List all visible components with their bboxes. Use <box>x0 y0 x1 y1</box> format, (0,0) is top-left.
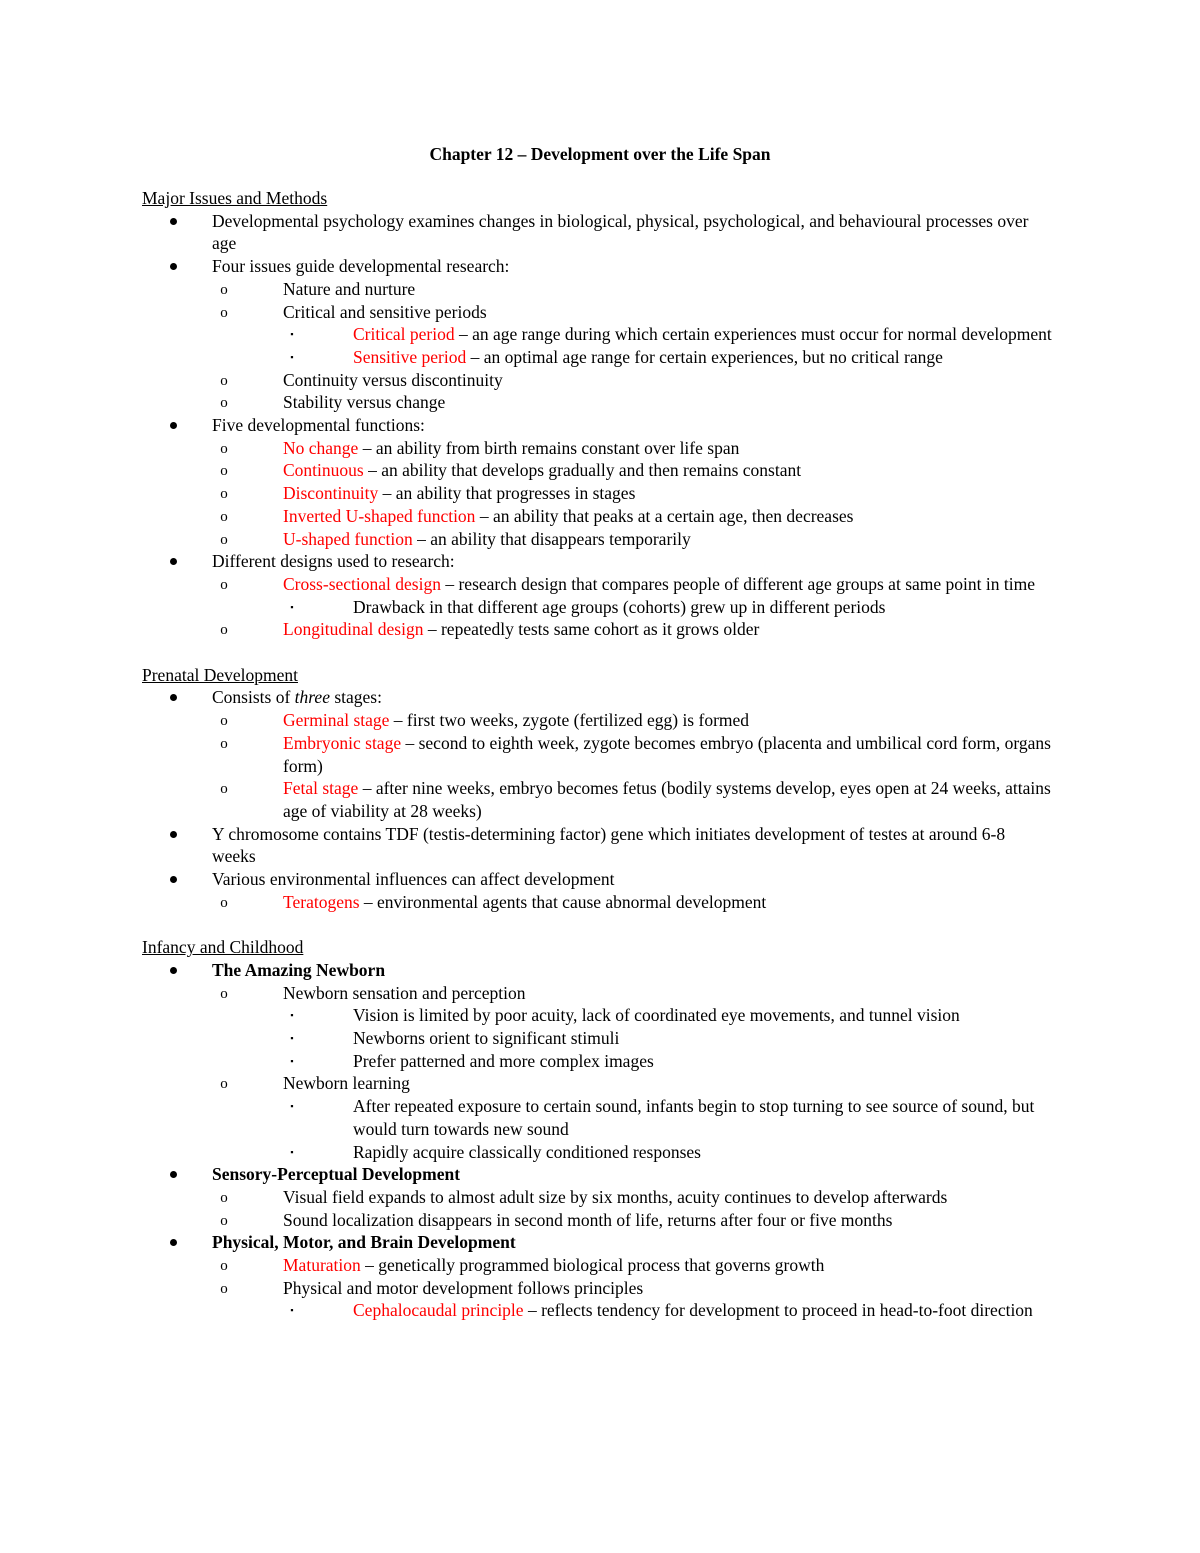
term-highlight: Teratogens <box>283 891 360 912</box>
item-text <box>283 1072 1052 1095</box>
bullet-dot-icon <box>170 694 177 701</box>
list-item <box>212 1186 1052 1209</box>
list-item <box>212 391 1052 414</box>
item-text <box>283 391 1052 414</box>
bullet-dot-icon <box>170 967 177 974</box>
hollow-bullet-icon: o <box>220 395 228 412</box>
list-item <box>212 528 1052 551</box>
hollow-bullet-icon: o <box>220 1076 228 1093</box>
term-highlight: Cephalocaudal principle <box>353 1300 524 1321</box>
bullet-dot-icon <box>170 218 177 225</box>
item-body: – first two weeks, zygote (fertilized egg) is formed <box>389 710 750 731</box>
hollow-bullet-icon: o <box>220 304 228 321</box>
list-item <box>212 1072 1052 1163</box>
list-item <box>212 777 1052 822</box>
hollow-bullet-icon: o <box>220 440 228 457</box>
item-text <box>353 596 1052 619</box>
hollow-bullet-icon: o <box>220 781 228 798</box>
item-body: – an ability from birth remains constant over life span <box>358 437 740 458</box>
list-item <box>212 437 1052 460</box>
list-item <box>212 301 1052 369</box>
list-item <box>283 1050 1052 1073</box>
item-text <box>212 1231 1052 1254</box>
hollow-bullet-icon: o <box>220 508 228 525</box>
hollow-bullet-icon: o <box>220 713 228 730</box>
list-item <box>212 369 1052 392</box>
item-body: – environmental agents that cause abnormal development <box>359 891 767 912</box>
item-text <box>353 1299 1052 1322</box>
square-bullet-icon: ▪ <box>290 351 294 362</box>
term-highlight: Maturation <box>283 1255 361 1276</box>
list-item <box>283 323 1052 346</box>
item-body: – an age range during which certain experiences must occur for normal development <box>454 324 1052 345</box>
item-text <box>353 323 1052 346</box>
list-item <box>142 1231 1052 1322</box>
list-item <box>212 482 1052 505</box>
list-item <box>142 823 1052 868</box>
item-body: Critical and sensitive periods <box>283 301 487 322</box>
item-body: – an optimal age range for certain experiences, but no critical range <box>466 346 943 367</box>
item-text <box>283 505 1052 528</box>
bullet-dot-icon <box>170 558 177 565</box>
term-highlight: Longitudinal design <box>283 619 424 640</box>
list-level-3 <box>283 1299 1052 1322</box>
hollow-bullet-icon: o <box>220 894 228 911</box>
item-body-continued: stages: <box>329 687 382 708</box>
list-item <box>212 573 1052 618</box>
list-item <box>142 255 1052 414</box>
item-text <box>283 1209 1052 1232</box>
item-text <box>283 982 1052 1005</box>
square-bullet-icon: ▪ <box>290 1032 294 1043</box>
item-body: Prefer patterned and more complex images <box>353 1050 654 1071</box>
list-level-3 <box>283 1004 1052 1072</box>
hollow-bullet-icon: o <box>220 1258 228 1275</box>
list-item <box>283 1299 1052 1322</box>
item-text <box>212 868 1052 891</box>
square-bullet-icon: ▪ <box>290 1101 294 1112</box>
item-text <box>353 1095 1052 1140</box>
section-heading: Infancy and Childhood <box>142 937 304 958</box>
item-text <box>283 301 1052 324</box>
list-item <box>212 1254 1052 1277</box>
list-item <box>142 550 1052 641</box>
list-item <box>142 1163 1052 1231</box>
list-item <box>212 1209 1052 1232</box>
item-body: Four issues guide developmental research: <box>212 256 510 277</box>
item-text <box>283 891 1052 914</box>
item-text <box>283 437 1052 460</box>
item-text <box>283 1186 1052 1209</box>
term-highlight: Embryonic stage <box>283 732 402 753</box>
section-heading: Prenatal Development <box>142 664 298 685</box>
list-level-1 <box>142 686 1052 913</box>
square-bullet-icon: ▪ <box>290 1305 294 1316</box>
term-highlight: No change <box>283 437 359 458</box>
item-text <box>353 346 1052 369</box>
item-text <box>212 686 1052 709</box>
hollow-bullet-icon: o <box>220 463 228 480</box>
item-text <box>283 618 1052 641</box>
list-item <box>212 459 1052 482</box>
bullet-dot-icon <box>170 1239 177 1246</box>
list-item <box>283 1027 1052 1050</box>
item-text <box>212 823 1052 868</box>
item-body: Vision is limited by poor acuity, lack of coordinated eye movements, and tunnel vision <box>353 1005 960 1026</box>
item-body: – an ability that develops gradually and then remains constant <box>363 460 802 481</box>
item-bold-heading: Physical, Motor, and Brain Development <box>212 1232 516 1253</box>
list-level-2 <box>212 573 1052 641</box>
hollow-bullet-icon: o <box>220 1280 228 1297</box>
hollow-bullet-icon: o <box>220 985 228 1002</box>
list-level-2 <box>212 891 1052 914</box>
bullet-dot-icon <box>170 263 177 270</box>
item-text <box>212 1163 1052 1186</box>
list-level-2 <box>212 1186 1052 1231</box>
list-level-2 <box>212 982 1052 1164</box>
section <box>142 187 1052 641</box>
item-text <box>212 210 1052 255</box>
bullet-dot-icon <box>170 422 177 429</box>
square-bullet-icon: ▪ <box>290 329 294 340</box>
list-item <box>212 1277 1052 1322</box>
list-item <box>283 346 1052 369</box>
hollow-bullet-icon: o <box>220 486 228 503</box>
item-text <box>283 732 1052 777</box>
item-text <box>353 1004 1052 1027</box>
list-level-3 <box>283 1095 1052 1163</box>
term-highlight: Continuous <box>283 460 364 481</box>
item-body: Physical and motor development follows principles <box>283 1277 644 1298</box>
item-body: Newborns orient to significant stimuli <box>353 1027 620 1048</box>
hollow-bullet-icon: o <box>220 531 228 548</box>
item-text <box>353 1027 1052 1050</box>
list-item <box>212 709 1052 732</box>
item-body: Continuity versus discontinuity <box>283 369 503 390</box>
term-highlight: Cross-sectional design <box>283 573 441 594</box>
item-bold-heading: Sensory-Perceptual Development <box>212 1164 461 1185</box>
section <box>142 936 1052 1322</box>
term-highlight: Sensitive period <box>353 346 467 367</box>
term-highlight: Inverted U-shaped function <box>283 505 476 526</box>
item-text <box>283 482 1052 505</box>
bullet-dot-icon <box>170 831 177 838</box>
list-level-1 <box>142 210 1052 641</box>
square-bullet-icon: ▪ <box>290 1146 294 1157</box>
item-text <box>212 255 1052 278</box>
item-text <box>283 573 1052 596</box>
section-heading: Major Issues and Methods <box>142 188 328 208</box>
item-body: – repeatedly tests same cohort as it grows older <box>423 619 760 640</box>
item-body: – an ability that progresses in stages <box>378 483 636 504</box>
item-text <box>283 459 1052 482</box>
item-text <box>283 777 1052 822</box>
page-title: Chapter 12 – Development over the Life Span <box>429 144 771 164</box>
list-item <box>142 210 1052 255</box>
list-item <box>142 686 1052 822</box>
item-body: Five developmental functions: <box>212 415 425 436</box>
item-body: Newborn sensation and perception <box>283 982 526 1003</box>
list-item <box>212 505 1052 528</box>
list-level-2 <box>212 278 1052 414</box>
item-bold-heading: The Amazing Newborn <box>212 959 386 980</box>
item-body: Newborn learning <box>283 1073 410 1094</box>
item-body: – research design that compares people of different age groups at same point in time <box>440 573 1035 594</box>
item-body: Visual field expands to almost adult size by six months, acuity continues to develop afterwards <box>283 1186 948 1207</box>
item-body: Stability versus change <box>283 392 446 413</box>
item-text <box>283 1277 1052 1300</box>
list-item <box>142 414 1052 550</box>
list-item <box>283 596 1052 619</box>
item-text <box>283 1254 1052 1277</box>
item-italic: three <box>294 687 330 708</box>
section <box>142 664 1052 914</box>
hollow-bullet-icon: o <box>220 372 228 389</box>
hollow-bullet-icon: o <box>220 622 228 639</box>
list-item <box>212 891 1052 914</box>
term-highlight: Germinal stage <box>283 710 390 731</box>
item-body: Sound localization disappears in second month of life, returns after four or five months <box>283 1209 893 1230</box>
list-level-3 <box>283 596 1052 619</box>
term-highlight: Fetal stage <box>283 778 359 799</box>
list-item <box>142 868 1052 913</box>
item-text <box>212 550 1052 573</box>
list-item <box>212 278 1052 301</box>
hollow-bullet-icon: o <box>220 1189 228 1206</box>
hollow-bullet-icon: o <box>220 1212 228 1229</box>
item-body: Y chromosome contains TDF (testis-determining factor) gene which initiates development of testes at around 6-8 weeks <box>212 823 1006 867</box>
item-text <box>353 1141 1052 1164</box>
list-item <box>283 1004 1052 1027</box>
item-body: Drawback in that different age groups (cohorts) grew up in different periods <box>353 596 886 617</box>
item-body: After repeated exposure to certain sound, infants begin to stop turning to see source of sound, but would turn towards new sound <box>353 1096 1035 1139</box>
hollow-bullet-icon: o <box>220 576 228 593</box>
list-item <box>212 982 1052 1073</box>
item-body: – an ability that disappears temporarily <box>412 528 691 549</box>
list-level-3 <box>283 323 1052 368</box>
item-text <box>353 1050 1052 1073</box>
list-item <box>283 1095 1052 1140</box>
list-level-2 <box>212 709 1052 823</box>
square-bullet-icon: ▪ <box>290 1010 294 1021</box>
list-level-2 <box>212 1254 1052 1322</box>
item-body: Different designs used to research: <box>212 551 455 572</box>
list-item <box>142 959 1052 1163</box>
list-level-1 <box>142 959 1052 1322</box>
item-body: Various environmental influences can affect development <box>212 869 615 890</box>
item-body: Nature and nurture <box>283 278 416 299</box>
hollow-bullet-icon: o <box>220 281 228 298</box>
list-item <box>212 618 1052 641</box>
item-text <box>283 369 1052 392</box>
term-highlight: U-shaped function <box>283 528 413 549</box>
bullet-dot-icon <box>170 876 177 883</box>
item-text <box>283 709 1052 732</box>
square-bullet-icon: ▪ <box>290 1055 294 1066</box>
item-text <box>283 278 1052 301</box>
item-body: – after nine weeks, embryo becomes fetus (bodily systems develop, eyes open at 24 weeks, attains age of viability at 28 weeks) <box>283 778 1051 821</box>
item-body: – second to eighth week, zygote becomes embryo (placenta and umbilical cord form, organs form) <box>283 732 1051 776</box>
document-body <box>142 187 1052 1322</box>
item-body: Developmental psychology examines changes in biological, physical, psychological, and behavioural processes over age <box>212 210 1029 254</box>
term-highlight: Discontinuity <box>283 483 379 504</box>
item-body: Consists of <box>212 687 295 708</box>
list-level-2 <box>212 437 1052 551</box>
bullet-dot-icon <box>170 1171 177 1178</box>
item-body: Rapidly acquire classically conditioned responses <box>353 1141 701 1162</box>
hollow-bullet-icon: o <box>220 735 228 752</box>
list-item <box>283 1141 1052 1164</box>
term-highlight: Critical period <box>353 324 455 345</box>
item-text <box>212 959 1052 982</box>
item-body: – reflects tendency for development to proceed in head-to-foot direction <box>523 1300 1033 1321</box>
item-text <box>212 414 1052 437</box>
list-item <box>212 732 1052 777</box>
item-body: – an ability that peaks at a certain age, then decreases <box>475 505 854 526</box>
item-body: – genetically programmed biological process that governs growth <box>360 1255 825 1276</box>
square-bullet-icon: ▪ <box>290 601 294 612</box>
item-text <box>283 528 1052 551</box>
